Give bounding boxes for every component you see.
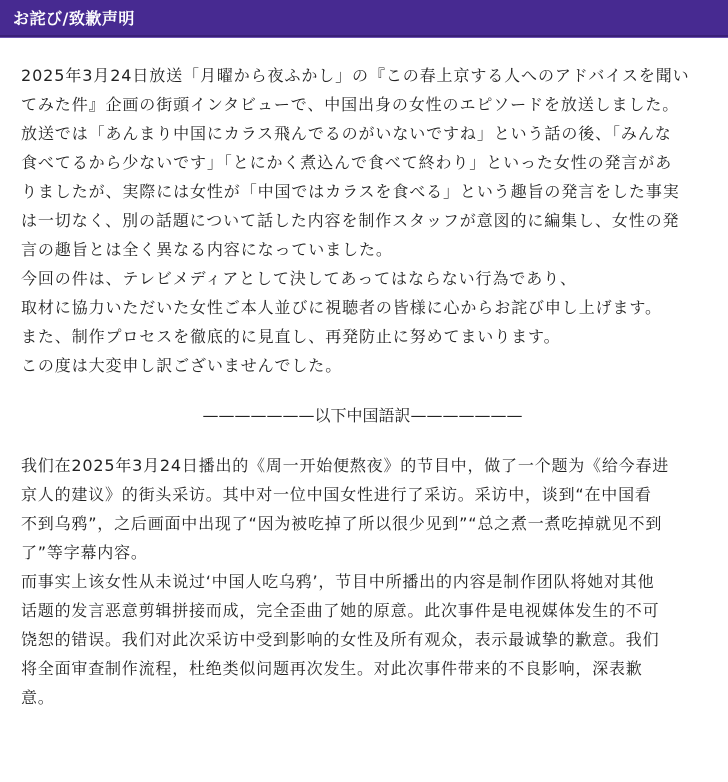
chinese-statement	[21, 451, 704, 712]
text-line: は一切なく、別の話題について話した内容を制作スタッフが意図的に編集し、女性の発	[21, 211, 680, 230]
text-line: 将全面审查制作流程，杜绝类似问题再次发生。对此次事件带来的不良影响，深表歉	[21, 659, 643, 678]
text-line: 饶恕的错误。我们对此次采访中受到影响的女性及所有观众，表示最诚挚的歉意。我们	[21, 630, 660, 649]
text-line: また、制作プロセスを徹底的に見直し、再発防止に努めてまいります。	[21, 327, 561, 346]
text-line: 今回の件は、テレビメディアとして決してあってはならない行為であり、	[21, 269, 577, 288]
text-line: りましたが、実際には女性が「中国ではカラスを食べる」という趣旨の発言をした事実	[21, 182, 680, 201]
text-line: 放送では「あんまり中国にカラス飛んでるのがいないですね」という話の後、「みんな	[21, 124, 672, 143]
text-line: 而事实上该女性从未说过‘中国人吃乌鸦’，节目中所播出的内容是制作团队将她对其他	[21, 572, 655, 591]
text-line: 了”等字幕内容。	[21, 543, 148, 562]
text-line: てみた件』企画の街頭インタビューで、中国出身の女性のエピソードを放送しました。	[21, 95, 680, 114]
text-line: 2025年3月24日放送「月曜から夜ふかし」の『この春上京する人へのアドバイスを聞い	[21, 66, 690, 85]
text-line: 食べてるから少ないです」「とにかく煮込んで食べて終わり」といった女性の発言があ	[21, 153, 673, 172]
japanese-paragraph-2	[21, 264, 704, 380]
text-line: 言の趣旨とは全く異なる内容になっていました。	[21, 240, 393, 259]
chinese-paragraph-2	[21, 567, 704, 712]
chinese-paragraph-1	[21, 451, 704, 567]
text-line: 不到乌鸦”，之后画面中出现了“因为被吃掉了所以很少见到”“总之煮一煮吃掉就见不到	[21, 514, 663, 533]
text-line: 我们在2025年3月24日播出的《周一开始便熬夜》的节目中，做了一个题为《给今春进	[21, 456, 670, 475]
text-line: この度は大変申し訳ございませんでした。	[21, 356, 343, 375]
text-line: 话题的发言恶意剪辑拼接而成，完全歪曲了她的原意。此次事件是电视媒体发生的不可	[21, 601, 660, 620]
page-title: お詫び/致歉声明	[13, 9, 135, 28]
text-line: 意。	[21, 688, 55, 707]
japanese-paragraph-1	[21, 61, 704, 264]
text-line: 京人的建议》的街头采访。其中对一位中国女性进行了采访。采访中，谈到“在中国看	[21, 485, 652, 504]
text-line: 取材に協力いただいた女性ご本人並びに視聴者の皆様に心からお詫び申し上げます。	[21, 298, 662, 317]
japanese-statement	[21, 61, 704, 380]
translation-divider: ———————以下中国語訳———————	[202, 406, 523, 425]
header-bar	[0, 0, 728, 37]
statement-body	[0, 37, 728, 712]
